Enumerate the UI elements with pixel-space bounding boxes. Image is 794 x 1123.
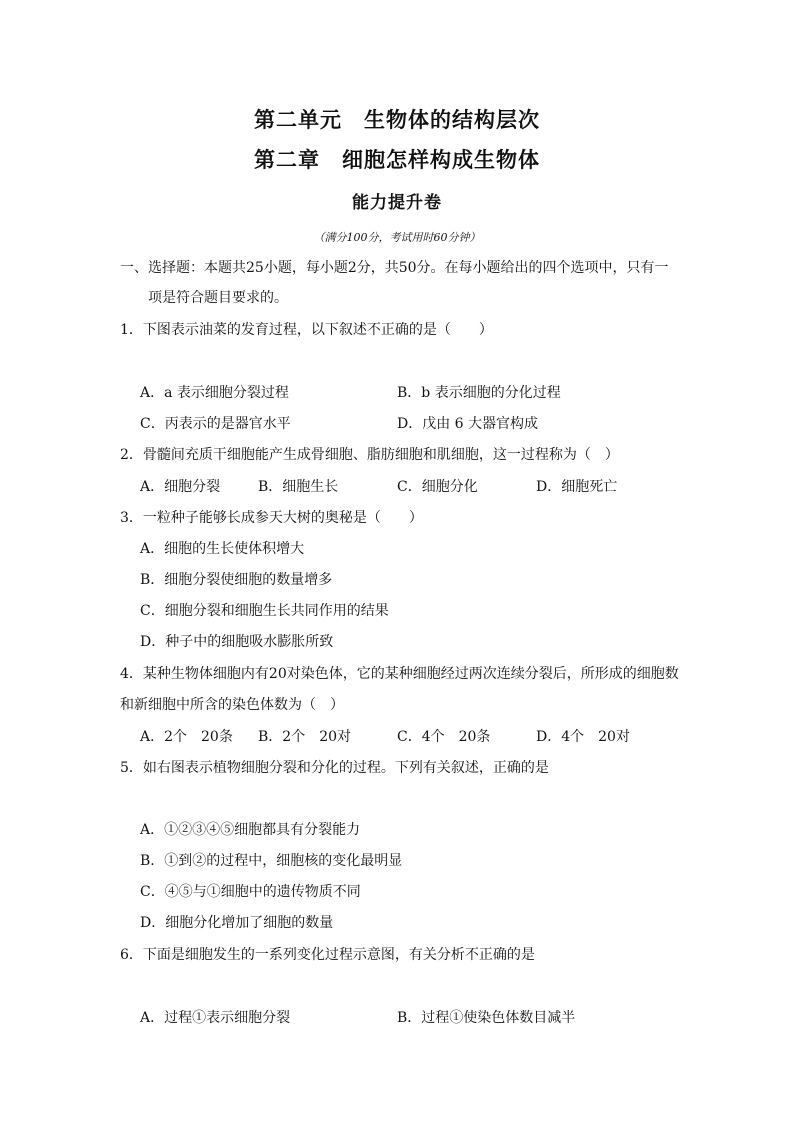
q1-option-c: C．丙表示的是器官水平 xyxy=(140,416,291,432)
q4-option-a: A．2个 20条 xyxy=(140,729,233,745)
q2-option-a: A．细胞分裂 xyxy=(140,479,221,495)
q3-option-b: B．细胞分裂使细胞的数量增多 xyxy=(140,572,333,588)
section-instructions-line1: 一、选择题：本题共25小题，每小题2分，共50分。在每小题给出的四个选项中，只有一 xyxy=(120,260,669,276)
q2-option-d: D．细胞死亡 xyxy=(536,479,618,495)
q3-stem: 3．一粒种子能够长成参天大树的奥秘是（ ） xyxy=(120,510,423,526)
q2-stem: 2．骨髓间充质干细胞能产生成骨细胞、脂肪细胞和肌细胞，这一过程称为（ ） xyxy=(120,447,619,463)
score-time-note: （满分100分，考试用时60分钟） xyxy=(313,231,481,244)
q1-stem: 1．下图表示油菜的发育过程，以下叙述不正确的是（ ） xyxy=(120,322,493,338)
q4-stem-line2: 和新细胞中所含的染色体数为（ ） xyxy=(120,697,344,713)
q3-option-c: C．细胞分裂和细胞生长共同作用的结果 xyxy=(140,603,389,619)
q4-stem-line1: 4．某种生物体细胞内有20对染色体，它的某种细胞经过两次连续分裂后，所形成的细胞数 xyxy=(120,666,679,682)
q4-option-c: C．4个 20条 xyxy=(397,729,491,745)
q5-stem: 5．如右图表示植物细胞分裂和分化的过程。下列有关叙述，正确的是 xyxy=(120,760,549,776)
q6-option-a: A．过程①表示细胞分裂 xyxy=(140,1010,291,1026)
q5-option-d: D．细胞分化增加了细胞的数量 xyxy=(140,915,334,931)
q5-option-b: B．①到②的过程中，细胞核的变化最明显 xyxy=(140,853,403,869)
chapter-title: 第二章 细胞怎样构成生物体 xyxy=(254,147,540,172)
q3-option-a: A．细胞的生长使体积增大 xyxy=(140,541,305,557)
q1-option-a: A．a 表示细胞分裂过程 xyxy=(140,385,289,401)
q2-option-c: C．细胞分化 xyxy=(397,479,478,495)
q1-option-b: B．b 表示细胞的分化过程 xyxy=(397,385,561,401)
q2-option-b: B．细胞生长 xyxy=(258,479,339,495)
q3-option-d: D．种子中的细胞吸水膨胀所致 xyxy=(140,634,334,650)
q5-option-c: C．④⑤与①细胞中的遗传物质不同 xyxy=(140,884,361,900)
unit-title: 第二单元 生物体的结构层次 xyxy=(254,107,540,132)
q6-option-b: B．过程①使染色体数目减半 xyxy=(397,1010,576,1026)
q5-option-a: A．①②③④⑤细胞都具有分裂能力 xyxy=(140,822,361,838)
section-instructions-line2: 项是符合题目要求的。 xyxy=(148,290,288,306)
q6-stem: 6．下面是细胞发生的一系列变化过程示意图，有关分析不正确的是 xyxy=(120,947,535,963)
paper-subtitle: 能力提升卷 xyxy=(352,193,442,213)
q4-option-d: D．4个 20对 xyxy=(536,729,630,745)
q4-option-b: B．2个 20对 xyxy=(258,729,352,745)
q1-option-d: D．戊由 6 大器官构成 xyxy=(397,416,539,432)
